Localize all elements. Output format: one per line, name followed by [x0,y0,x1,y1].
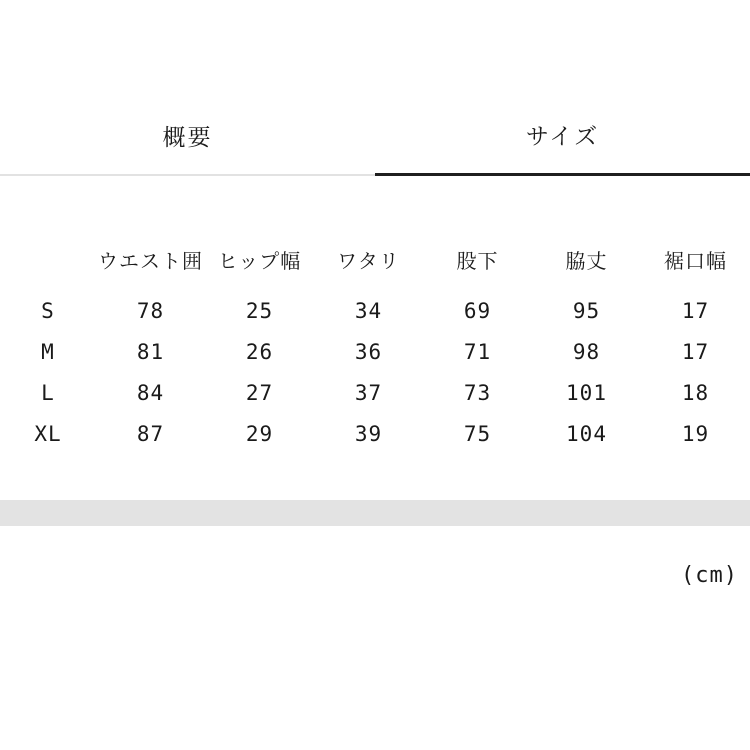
table-row [0,413,750,454]
cell-inseam: 73 [463,380,492,405]
cell-hip: 26 [245,339,274,364]
cell-outseam: 104 [566,421,607,446]
column-header-hip: ヒップ幅 [217,250,302,273]
cell-waist: 84 [136,380,165,405]
tab-size-label: サイズ [525,123,600,149]
size-chart-body [0,290,750,454]
cell-hem: 19 [681,421,710,446]
tab-size[interactable] [375,118,750,176]
column-header-outseam: 脇丈 [565,250,608,273]
cell-hip: 27 [245,380,274,405]
column-header-hem: 裾口幅 [664,250,727,273]
cell-thigh: 39 [354,421,383,446]
cell-hem: 17 [681,298,710,323]
cell-thigh: 34 [354,298,383,323]
row-size-label: L [41,380,55,405]
row-size-label: S [41,298,55,323]
cell-hem: 17 [681,339,710,364]
cell-waist: 81 [136,339,165,364]
cell-inseam: 69 [463,298,492,323]
cell-waist: 78 [136,298,165,323]
cell-outseam: 95 [572,298,601,323]
table-row [0,372,750,413]
unit-note: (cm) [681,563,738,588]
cell-hip: 25 [245,298,274,323]
cell-outseam: 98 [572,339,601,364]
column-header-size [0,228,96,290]
column-header-waist: ウエスト囲 [98,250,203,273]
row-size-label: M [41,339,55,364]
tab-overview-label: 概要 [162,124,213,150]
cell-outseam: 101 [566,380,607,405]
size-chart-header [0,228,750,290]
table-header-row [0,228,750,290]
section-divider [0,500,750,526]
row-size-label: XL [34,421,62,446]
cell-waist: 87 [136,421,165,446]
column-header-thigh: ワタリ [337,250,400,273]
tab-overview[interactable] [0,119,375,176]
size-chart-table [0,228,750,454]
cell-thigh: 37 [354,380,383,405]
cell-hem: 18 [681,380,710,405]
cell-thigh: 36 [354,339,383,364]
cell-hip: 29 [245,421,274,446]
cell-inseam: 71 [463,339,492,364]
tab-bar [0,118,750,176]
table-row [0,331,750,372]
cell-inseam: 75 [463,421,492,446]
table-row [0,290,750,331]
column-header-inseam: 股下 [456,250,499,273]
